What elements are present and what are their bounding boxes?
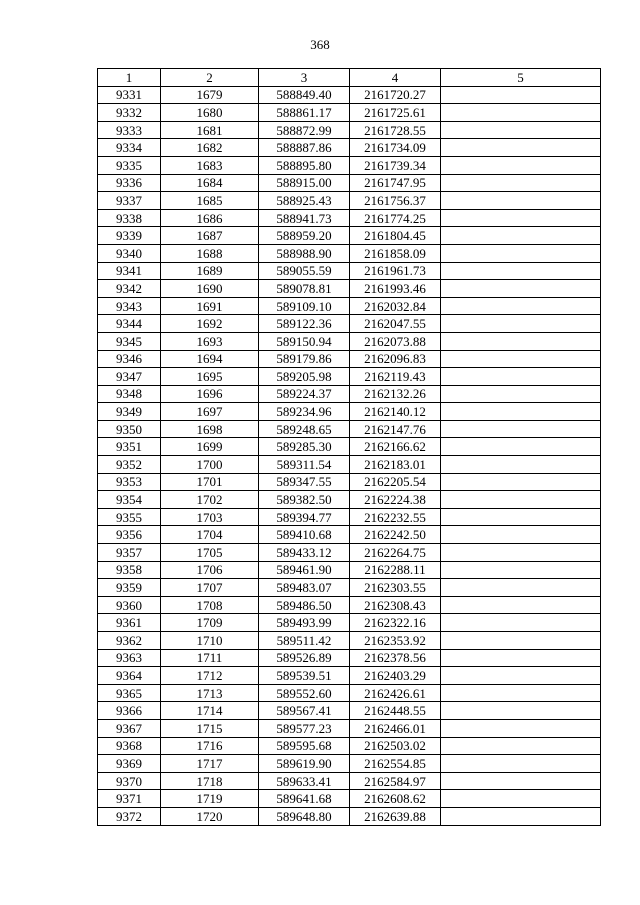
table-row bbox=[98, 719, 601, 737]
table-row bbox=[98, 350, 601, 368]
cell-boundary-point: 1696 bbox=[161, 385, 259, 403]
cell-point-number: 9354 bbox=[98, 491, 161, 509]
cell-y-coordinate: 2162503.02 bbox=[350, 737, 441, 755]
cell-note bbox=[441, 121, 601, 139]
cell-boundary-point: 1679 bbox=[161, 86, 259, 104]
cell-note bbox=[441, 508, 601, 526]
cell-note bbox=[441, 526, 601, 544]
cell-y-coordinate: 2162378.56 bbox=[350, 649, 441, 667]
cell-y-coordinate: 2162242.50 bbox=[350, 526, 441, 544]
cell-x-coordinate: 589109.10 bbox=[259, 297, 350, 315]
cell-y-coordinate: 2161804.45 bbox=[350, 227, 441, 245]
cell-point-number: 9332 bbox=[98, 104, 161, 122]
table-row bbox=[98, 174, 601, 192]
cell-note bbox=[441, 755, 601, 773]
table-row bbox=[98, 526, 601, 544]
cell-boundary-point: 1681 bbox=[161, 121, 259, 139]
cell-point-number: 9361 bbox=[98, 614, 161, 632]
cell-note bbox=[441, 244, 601, 262]
cell-x-coordinate: 589248.65 bbox=[259, 420, 350, 438]
cell-x-coordinate: 589285.30 bbox=[259, 438, 350, 456]
cell-point-number: 9368 bbox=[98, 737, 161, 755]
cell-point-number: 9363 bbox=[98, 649, 161, 667]
cell-boundary-point: 1682 bbox=[161, 139, 259, 157]
header-row bbox=[98, 69, 601, 87]
cell-x-coordinate: 588988.90 bbox=[259, 244, 350, 262]
cell-point-number: 9335 bbox=[98, 156, 161, 174]
column-header-4: 4 bbox=[350, 69, 441, 87]
cell-note bbox=[441, 790, 601, 808]
cell-note bbox=[441, 332, 601, 350]
table-row bbox=[98, 385, 601, 403]
cell-y-coordinate: 2162224.38 bbox=[350, 491, 441, 509]
cell-boundary-point: 1695 bbox=[161, 368, 259, 386]
cell-point-number: 9351 bbox=[98, 438, 161, 456]
column-header-3: 3 bbox=[259, 69, 350, 87]
cell-boundary-point: 1717 bbox=[161, 755, 259, 773]
cell-boundary-point: 1715 bbox=[161, 719, 259, 737]
cell-note bbox=[441, 737, 601, 755]
cell-note bbox=[441, 174, 601, 192]
table-row bbox=[98, 614, 601, 632]
cell-note bbox=[441, 262, 601, 280]
cell-y-coordinate: 2162288.11 bbox=[350, 561, 441, 579]
table-body bbox=[98, 86, 601, 825]
cell-x-coordinate: 588861.17 bbox=[259, 104, 350, 122]
table-row bbox=[98, 227, 601, 245]
cell-boundary-point: 1683 bbox=[161, 156, 259, 174]
table-row bbox=[98, 104, 601, 122]
cell-x-coordinate: 589619.90 bbox=[259, 755, 350, 773]
cell-point-number: 9365 bbox=[98, 684, 161, 702]
cell-y-coordinate: 2162353.92 bbox=[350, 632, 441, 650]
table-row bbox=[98, 280, 601, 298]
cell-point-number: 9358 bbox=[98, 561, 161, 579]
cell-note bbox=[441, 350, 601, 368]
cell-y-coordinate: 2161774.25 bbox=[350, 209, 441, 227]
cell-note bbox=[441, 315, 601, 333]
cell-note bbox=[441, 473, 601, 491]
cell-y-coordinate: 2162232.55 bbox=[350, 508, 441, 526]
cell-y-coordinate: 2162119.43 bbox=[350, 368, 441, 386]
cell-note bbox=[441, 684, 601, 702]
cell-point-number: 9369 bbox=[98, 755, 161, 773]
cell-point-number: 9339 bbox=[98, 227, 161, 245]
cell-boundary-point: 1699 bbox=[161, 438, 259, 456]
cell-note bbox=[441, 456, 601, 474]
cell-x-coordinate: 589577.23 bbox=[259, 719, 350, 737]
cell-point-number: 9349 bbox=[98, 403, 161, 421]
table-row bbox=[98, 209, 601, 227]
cell-note bbox=[441, 104, 601, 122]
cell-boundary-point: 1718 bbox=[161, 772, 259, 790]
cell-y-coordinate: 2162032.84 bbox=[350, 297, 441, 315]
cell-y-coordinate: 2162584.97 bbox=[350, 772, 441, 790]
table-row bbox=[98, 579, 601, 597]
cell-boundary-point: 1702 bbox=[161, 491, 259, 509]
cell-y-coordinate: 2162322.16 bbox=[350, 614, 441, 632]
cell-x-coordinate: 588887.86 bbox=[259, 139, 350, 157]
table-row bbox=[98, 473, 601, 491]
cell-boundary-point: 1693 bbox=[161, 332, 259, 350]
cell-note bbox=[441, 719, 601, 737]
cell-x-coordinate: 589539.51 bbox=[259, 667, 350, 685]
cell-note bbox=[441, 192, 601, 210]
cell-point-number: 9346 bbox=[98, 350, 161, 368]
cell-point-number: 9347 bbox=[98, 368, 161, 386]
cell-note bbox=[441, 544, 601, 562]
cell-note bbox=[441, 403, 601, 421]
cell-note bbox=[441, 227, 601, 245]
table-row bbox=[98, 262, 601, 280]
cell-boundary-point: 1686 bbox=[161, 209, 259, 227]
cell-x-coordinate: 589511.42 bbox=[259, 632, 350, 650]
cell-x-coordinate: 589483.07 bbox=[259, 579, 350, 597]
cell-y-coordinate: 2161993.46 bbox=[350, 280, 441, 298]
cell-x-coordinate: 589486.50 bbox=[259, 596, 350, 614]
table-row bbox=[98, 139, 601, 157]
cell-x-coordinate: 589410.68 bbox=[259, 526, 350, 544]
cell-point-number: 9359 bbox=[98, 579, 161, 597]
cell-note bbox=[441, 807, 601, 825]
cell-point-number: 9372 bbox=[98, 807, 161, 825]
cell-x-coordinate: 589311.54 bbox=[259, 456, 350, 474]
cell-x-coordinate: 589526.89 bbox=[259, 649, 350, 667]
cell-y-coordinate: 2161858.09 bbox=[350, 244, 441, 262]
cell-x-coordinate: 589055.59 bbox=[259, 262, 350, 280]
cell-y-coordinate: 2161961.73 bbox=[350, 262, 441, 280]
cell-point-number: 9336 bbox=[98, 174, 161, 192]
table-row bbox=[98, 86, 601, 104]
cell-boundary-point: 1716 bbox=[161, 737, 259, 755]
cell-note bbox=[441, 438, 601, 456]
cell-point-number: 9331 bbox=[98, 86, 161, 104]
table-row bbox=[98, 438, 601, 456]
cell-note bbox=[441, 385, 601, 403]
cell-note bbox=[441, 579, 601, 597]
column-header-1: 1 bbox=[98, 69, 161, 87]
table-row bbox=[98, 244, 601, 262]
cell-x-coordinate: 588941.73 bbox=[259, 209, 350, 227]
cell-boundary-point: 1684 bbox=[161, 174, 259, 192]
cell-y-coordinate: 2161734.09 bbox=[350, 139, 441, 157]
cell-boundary-point: 1719 bbox=[161, 790, 259, 808]
cell-y-coordinate: 2162073.88 bbox=[350, 332, 441, 350]
cell-point-number: 9333 bbox=[98, 121, 161, 139]
cell-y-coordinate: 2162554.85 bbox=[350, 755, 441, 773]
cell-point-number: 9367 bbox=[98, 719, 161, 737]
table-row bbox=[98, 420, 601, 438]
cell-x-coordinate: 589122.36 bbox=[259, 315, 350, 333]
cell-point-number: 9342 bbox=[98, 280, 161, 298]
cell-y-coordinate: 2161756.37 bbox=[350, 192, 441, 210]
cell-note bbox=[441, 632, 601, 650]
cell-y-coordinate: 2162426.61 bbox=[350, 684, 441, 702]
cell-boundary-point: 1701 bbox=[161, 473, 259, 491]
cell-x-coordinate: 588925.43 bbox=[259, 192, 350, 210]
table-row bbox=[98, 684, 601, 702]
cell-boundary-point: 1689 bbox=[161, 262, 259, 280]
cell-point-number: 9345 bbox=[98, 332, 161, 350]
cell-x-coordinate: 589224.37 bbox=[259, 385, 350, 403]
cell-point-number: 9350 bbox=[98, 420, 161, 438]
table-row bbox=[98, 807, 601, 825]
cell-x-coordinate: 588895.80 bbox=[259, 156, 350, 174]
cell-x-coordinate: 589179.86 bbox=[259, 350, 350, 368]
cell-note bbox=[441, 368, 601, 386]
table-row bbox=[98, 332, 601, 350]
cell-x-coordinate: 589347.55 bbox=[259, 473, 350, 491]
cell-note bbox=[441, 86, 601, 104]
cell-x-coordinate: 589078.81 bbox=[259, 280, 350, 298]
cell-boundary-point: 1710 bbox=[161, 632, 259, 650]
cell-y-coordinate: 2162096.83 bbox=[350, 350, 441, 368]
cell-note bbox=[441, 649, 601, 667]
cell-note bbox=[441, 596, 601, 614]
cell-boundary-point: 1709 bbox=[161, 614, 259, 632]
table-row bbox=[98, 508, 601, 526]
cell-boundary-point: 1707 bbox=[161, 579, 259, 597]
cell-x-coordinate: 588959.20 bbox=[259, 227, 350, 245]
cell-note bbox=[441, 209, 601, 227]
table-row bbox=[98, 403, 601, 421]
cell-x-coordinate: 589493.99 bbox=[259, 614, 350, 632]
cell-boundary-point: 1704 bbox=[161, 526, 259, 544]
table-row bbox=[98, 649, 601, 667]
cell-point-number: 9362 bbox=[98, 632, 161, 650]
cell-y-coordinate: 2161725.61 bbox=[350, 104, 441, 122]
cell-point-number: 9348 bbox=[98, 385, 161, 403]
cell-point-number: 9371 bbox=[98, 790, 161, 808]
cell-x-coordinate: 589461.90 bbox=[259, 561, 350, 579]
cell-x-coordinate: 588849.40 bbox=[259, 86, 350, 104]
table-row bbox=[98, 790, 601, 808]
table-row bbox=[98, 561, 601, 579]
cell-y-coordinate: 2161728.55 bbox=[350, 121, 441, 139]
cell-point-number: 9340 bbox=[98, 244, 161, 262]
cell-note bbox=[441, 667, 601, 685]
cell-x-coordinate: 589648.80 bbox=[259, 807, 350, 825]
cell-point-number: 9338 bbox=[98, 209, 161, 227]
cell-x-coordinate: 589433.12 bbox=[259, 544, 350, 562]
cell-x-coordinate: 588872.99 bbox=[259, 121, 350, 139]
table-row bbox=[98, 596, 601, 614]
table-row bbox=[98, 297, 601, 315]
cell-y-coordinate: 2162403.29 bbox=[350, 667, 441, 685]
cell-point-number: 9352 bbox=[98, 456, 161, 474]
cell-y-coordinate: 2162466.01 bbox=[350, 719, 441, 737]
cell-point-number: 9343 bbox=[98, 297, 161, 315]
cell-point-number: 9370 bbox=[98, 772, 161, 790]
cell-x-coordinate: 589641.68 bbox=[259, 790, 350, 808]
table-row bbox=[98, 456, 601, 474]
table-row bbox=[98, 737, 601, 755]
table-row bbox=[98, 491, 601, 509]
cell-x-coordinate: 588915.00 bbox=[259, 174, 350, 192]
cell-x-coordinate: 589234.96 bbox=[259, 403, 350, 421]
cell-boundary-point: 1680 bbox=[161, 104, 259, 122]
cell-point-number: 9334 bbox=[98, 139, 161, 157]
table-header bbox=[98, 69, 601, 87]
cell-boundary-point: 1698 bbox=[161, 420, 259, 438]
cell-boundary-point: 1711 bbox=[161, 649, 259, 667]
cell-boundary-point: 1694 bbox=[161, 350, 259, 368]
cell-note bbox=[441, 139, 601, 157]
cell-y-coordinate: 2161720.27 bbox=[350, 86, 441, 104]
cell-y-coordinate: 2162140.12 bbox=[350, 403, 441, 421]
cell-x-coordinate: 589633.41 bbox=[259, 772, 350, 790]
cell-y-coordinate: 2162166.62 bbox=[350, 438, 441, 456]
cell-boundary-point: 1685 bbox=[161, 192, 259, 210]
cell-y-coordinate: 2162303.55 bbox=[350, 579, 441, 597]
cell-y-coordinate: 2162132.26 bbox=[350, 385, 441, 403]
cell-y-coordinate: 2162264.75 bbox=[350, 544, 441, 562]
table-row bbox=[98, 772, 601, 790]
cell-y-coordinate: 2162183.01 bbox=[350, 456, 441, 474]
cell-boundary-point: 1697 bbox=[161, 403, 259, 421]
cell-y-coordinate: 2162448.55 bbox=[350, 702, 441, 720]
table-row bbox=[98, 156, 601, 174]
cell-point-number: 9360 bbox=[98, 596, 161, 614]
page-number: 368 bbox=[310, 37, 330, 52]
cell-point-number: 9357 bbox=[98, 544, 161, 562]
cell-note bbox=[441, 297, 601, 315]
table-row bbox=[98, 632, 601, 650]
cell-boundary-point: 1703 bbox=[161, 508, 259, 526]
cell-note bbox=[441, 702, 601, 720]
cell-boundary-point: 1713 bbox=[161, 684, 259, 702]
cell-boundary-point: 1688 bbox=[161, 244, 259, 262]
cell-note bbox=[441, 491, 601, 509]
table-row bbox=[98, 368, 601, 386]
cell-boundary-point: 1705 bbox=[161, 544, 259, 562]
column-header-5: 5 bbox=[441, 69, 601, 87]
cell-x-coordinate: 589150.94 bbox=[259, 332, 350, 350]
cell-point-number: 9364 bbox=[98, 667, 161, 685]
cell-x-coordinate: 589205.98 bbox=[259, 368, 350, 386]
cell-boundary-point: 1706 bbox=[161, 561, 259, 579]
cell-note bbox=[441, 420, 601, 438]
cell-boundary-point: 1712 bbox=[161, 667, 259, 685]
cell-y-coordinate: 2162147.76 bbox=[350, 420, 441, 438]
cell-x-coordinate: 589567.41 bbox=[259, 702, 350, 720]
cell-boundary-point: 1714 bbox=[161, 702, 259, 720]
cell-y-coordinate: 2162047.55 bbox=[350, 315, 441, 333]
cell-y-coordinate: 2162308.43 bbox=[350, 596, 441, 614]
cell-note bbox=[441, 156, 601, 174]
cell-note bbox=[441, 280, 601, 298]
table-row bbox=[98, 755, 601, 773]
cell-boundary-point: 1720 bbox=[161, 807, 259, 825]
cell-boundary-point: 1691 bbox=[161, 297, 259, 315]
cell-point-number: 9356 bbox=[98, 526, 161, 544]
cell-y-coordinate: 2162608.62 bbox=[350, 790, 441, 808]
cell-boundary-point: 1690 bbox=[161, 280, 259, 298]
cell-note bbox=[441, 561, 601, 579]
cell-x-coordinate: 589382.50 bbox=[259, 491, 350, 509]
table-row bbox=[98, 192, 601, 210]
cell-point-number: 9366 bbox=[98, 702, 161, 720]
cell-point-number: 9341 bbox=[98, 262, 161, 280]
table-row bbox=[98, 315, 601, 333]
cell-boundary-point: 1708 bbox=[161, 596, 259, 614]
cell-y-coordinate: 2162205.54 bbox=[350, 473, 441, 491]
cell-y-coordinate: 2162639.88 bbox=[350, 807, 441, 825]
cell-boundary-point: 1692 bbox=[161, 315, 259, 333]
table-row bbox=[98, 121, 601, 139]
column-header-2: 2 bbox=[161, 69, 259, 87]
cell-x-coordinate: 589552.60 bbox=[259, 684, 350, 702]
cell-y-coordinate: 2161739.34 bbox=[350, 156, 441, 174]
cell-note bbox=[441, 614, 601, 632]
cell-point-number: 9344 bbox=[98, 315, 161, 333]
cell-point-number: 9337 bbox=[98, 192, 161, 210]
table-row bbox=[98, 702, 601, 720]
cell-note bbox=[441, 772, 601, 790]
cell-boundary-point: 1687 bbox=[161, 227, 259, 245]
cell-point-number: 9355 bbox=[98, 508, 161, 526]
cell-boundary-point: 1700 bbox=[161, 456, 259, 474]
cell-point-number: 9353 bbox=[98, 473, 161, 491]
table-row bbox=[98, 667, 601, 685]
coordinates-table bbox=[97, 68, 601, 826]
cell-y-coordinate: 2161747.95 bbox=[350, 174, 441, 192]
table-row bbox=[98, 544, 601, 562]
cell-x-coordinate: 589394.77 bbox=[259, 508, 350, 526]
cell-x-coordinate: 589595.68 bbox=[259, 737, 350, 755]
